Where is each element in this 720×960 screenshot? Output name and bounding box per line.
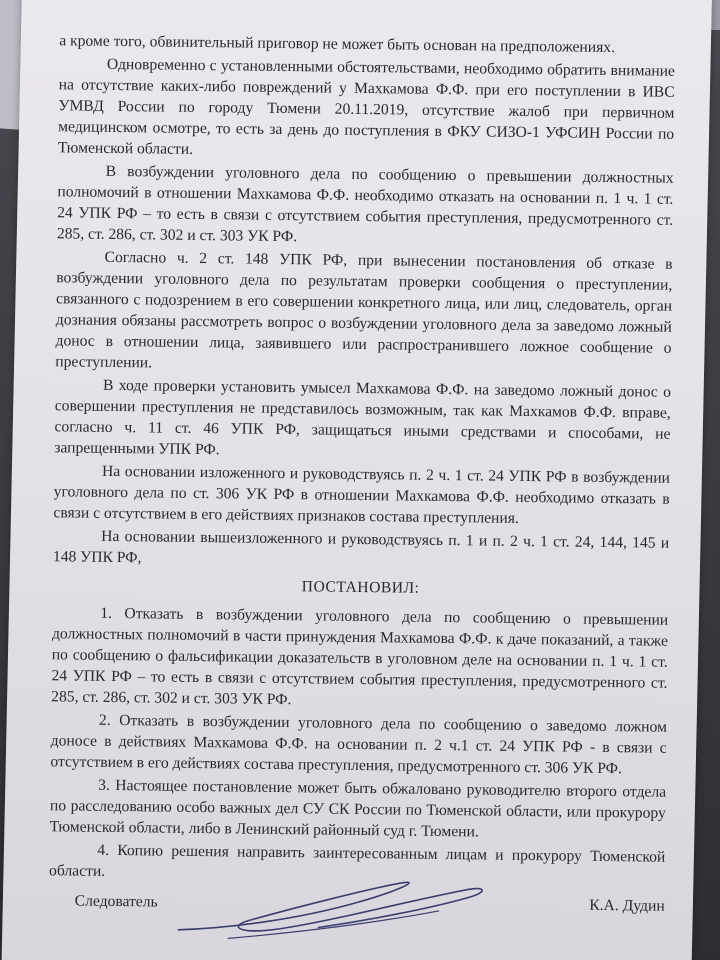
body-paragraphs <box>53 30 676 574</box>
handwritten-signature <box>168 868 499 952</box>
body-paragraph: В возбуждении уголовного дела по сообщению о превышении должностных полномочий в отношении Махкамова Ф.Ф. необходимо отказать на основании п. 1 ч. 1 ст. 24 УПК РФ – то есть в связи с отсутствием события преступления, предусмотренного ст. 285, ст. 286, ст. 302 и ст. 303 УК РФ. <box>56 162 674 246</box>
resolution-item: 4. Копию решения направить заинтересованным лицам и прокурору Тюменской области. <box>49 841 666 880</box>
resolution-list <box>49 602 668 889</box>
document-page <box>1 0 712 960</box>
resolution-item: 3. Настоящее постановление может быть обжаловано руководителю второго отдела по расследованию особо важных дел СУ СК России по Тюменской области, или прокурору Тюменской области, либо в Ленинский районный суд г. Тюмени. <box>49 776 667 841</box>
document-body <box>49 30 676 915</box>
body-paragraph: На основании изложенного и руководствуясь п. 2 ч. 1 ст. 24 УПК РФ в возбуждении уголовного дела по ст. 306 УК РФ в отношении Махкамова Ф.Ф. необходимо отказать в связи с отсутствием в его действиях признаков состава преступления. <box>53 462 671 527</box>
body-paragraph: Одновременно с установленными обстоятельствами, необходимо обратить внимание на отсутствие каких-либо повреждений у Махкамова Ф.Ф. при его поступлении в ИВС УМВД России по городу Тюмени 20.11.2019, отсутствие жалоб при первичном медицинском осмотре, то есть за день до поступления в ФКУ СИЗО-1 УФСИН России по Тюменской области. <box>57 55 676 158</box>
resolution-heading: ПОСТАНОВИЛ: <box>301 578 420 597</box>
body-paragraph: Согласно ч. 2 ст. 148 УПК РФ, при вынесении постановления об отказе в возбуждении уголовного дела по результатам проверки сообщения о преступлении, связанного с подозрением в его совершении конкретного лица, или лиц, следователь, орган дознания обязаны рассмотреть вопрос о возбуждении уголовного дела за заведомо ложный донос в отношении лица, заявившего или распространившего ложное сообщение о преступлении. <box>55 248 673 372</box>
signature-block <box>48 890 665 958</box>
body-paragraph: На основании вышеизложенного и руководствуясь п. 1 и п. 2 ч. 1 ст. 24, 144, 145 и 148 УПК РФ, <box>52 527 670 567</box>
resolution-item: 1. Отказать в возбуждении уголовного дела по сообщению о превышении должностных полномочий в части принуждения Махкамова Ф.Ф. к даче показаний, а также по сообщению о фальсификации доказательств в уголовном деле на основании п. 1 ч. 1 ст. 24 УПК РФ – то есть в связи с отсутствием события преступления, предусмотренного ст. 285, ст. 286, ст. 302 и ст. 303 УК РФ. <box>51 604 669 709</box>
body-paragraph: а кроме того, обвинительный приговор не может быть основан на предположениях. <box>59 32 616 57</box>
body-paragraph: В ходе проверки установить умысел Махкамова Ф.Ф. на заведомо ложный донос о совершении преступления не представилось возможным, так как Махкамов Ф.Ф. вправе, согласно ч. 11 ст. 46 УПК РФ, защищаться иными средствами и способами, не запрещенными УПК РФ. <box>54 376 672 459</box>
resolution-item: 2. Отказать в возбуждении уголовного дела по сообщению о заведомо ложном доносе в действиях Махкамова Ф.Ф. на основании п. 2 ч.1 ст. 24 УПК РФ - в связи с отсутствием в его действиях состава преступления, предусмотренного ст. 306 УК РФ. <box>50 711 668 778</box>
signature-label: Следователь <box>74 892 158 911</box>
signer-name: К.А. Дудин <box>589 896 665 915</box>
